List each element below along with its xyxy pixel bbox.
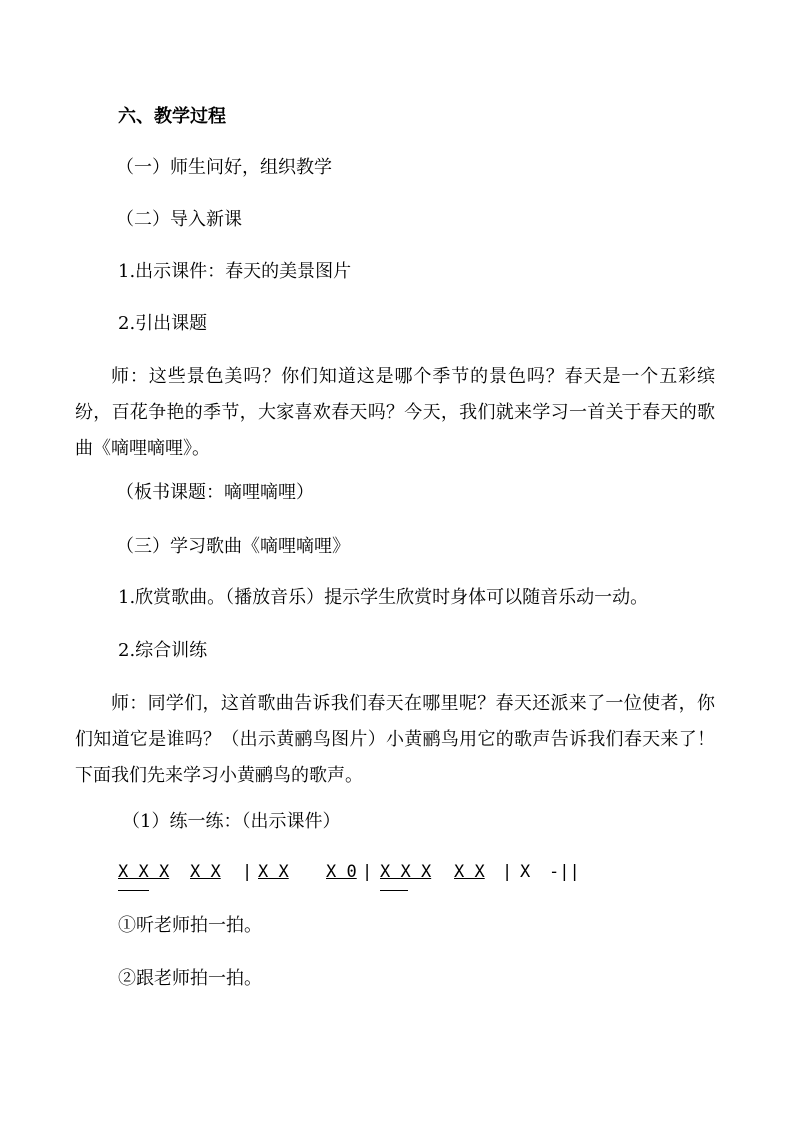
rhythm-barline-1: | bbox=[242, 862, 253, 882]
section-heading: 六、教学过程 bbox=[118, 106, 226, 127]
rhythm-final-barline: -|| bbox=[549, 862, 580, 882]
practice-step-1: ①听老师拍一拍。 bbox=[118, 915, 262, 936]
rhythm-barline-2: | bbox=[362, 862, 373, 882]
rhythm-group-3: X X bbox=[258, 862, 289, 882]
rhythm-group-1: X X X bbox=[118, 862, 170, 882]
learn-item-1: 1.欣赏歌曲。（播放音乐）提示学生欣赏时身体可以随音乐动一动。 bbox=[118, 587, 649, 608]
board-title-note: （板书课题：嘀哩嘀哩） bbox=[116, 482, 314, 503]
practice-step-2: ②跟老师拍一拍。 bbox=[118, 968, 262, 989]
rhythm-group-2: X X bbox=[190, 862, 221, 882]
rhythm-beam-2 bbox=[380, 890, 408, 891]
step-greeting: （一）师生问好，组织教学 bbox=[116, 157, 332, 178]
rhythm-barline-3: | bbox=[502, 862, 513, 882]
teacher-paragraph-2: 师：同学们，这首歌曲告诉我们春天在哪里呢？春天还派来了一位使者，你们知道它是谁吗？（出示黄鹂鸟图片）小黄鹂鸟用它的歌声告诉我们春天来了！下面我们先来学习小黄鹂鸟的歌声。 bbox=[75, 693, 715, 786]
rhythm-beam-1 bbox=[118, 890, 149, 891]
teacher-paragraph-1: 师：这些景色美吗？你们知道这是哪个季节的景色吗？春天是一个五彩缤纷，百花争艳的季节，大家喜欢春天吗？今天，我们就来学习一首关于春天的歌曲《嘀哩嘀哩》。 bbox=[75, 366, 715, 459]
rhythm-notation bbox=[118, 860, 678, 900]
learn-item-2: 2.综合训练 bbox=[118, 640, 208, 661]
step-introduction: （二）导入新课 bbox=[116, 209, 242, 230]
practice-label: （1）练一练：（出示课件） bbox=[122, 811, 341, 832]
rhythm-group-7: X bbox=[520, 862, 531, 882]
rhythm-group-5: X X X bbox=[380, 862, 432, 882]
rhythm-group-4: X 0 bbox=[326, 862, 357, 882]
intro-item-1: 1.出示课件：春天的美景图片 bbox=[118, 261, 352, 282]
step-learn-song: （三）学习歌曲《嘀哩嘀哩》 bbox=[116, 536, 350, 557]
intro-item-2: 2.引出课题 bbox=[118, 313, 208, 334]
rhythm-group-6: X X bbox=[454, 862, 485, 882]
